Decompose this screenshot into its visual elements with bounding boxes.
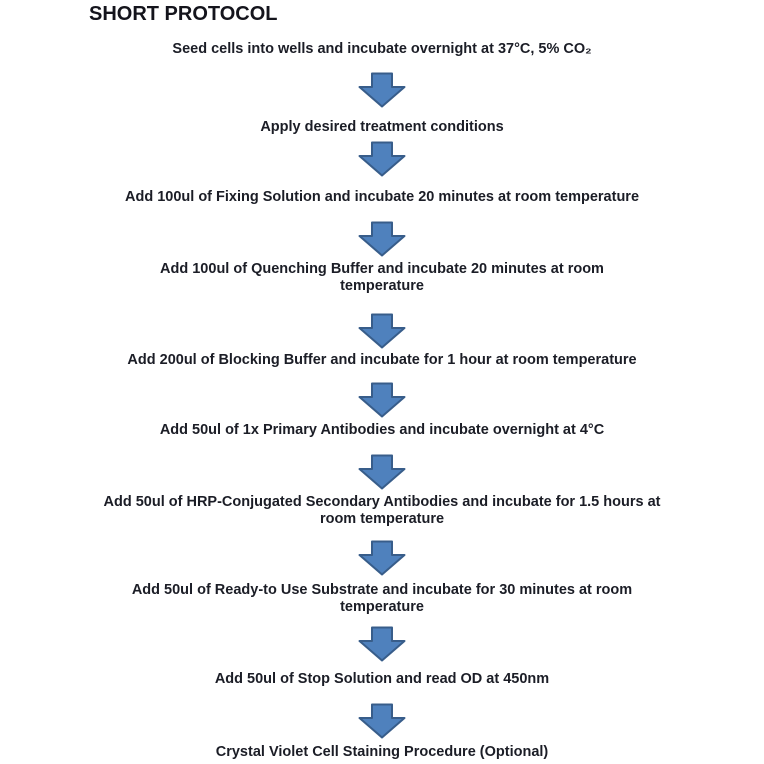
down-arrow-icon: [357, 454, 407, 490]
protocol-step-quenching-buffer: Add 100ul of Quenching Buffer and incubate 20 minutes at room temperature: [160, 261, 604, 294]
down-arrow-icon: [357, 703, 407, 739]
down-arrow-icon: [357, 382, 407, 418]
down-arrow-icon: [357, 626, 407, 662]
protocol-step-crystal-violet: Crystal Violet Cell Staining Procedure (Optional): [215, 744, 549, 760]
protocol-step-secondary-antibodies: Add 50ul of HRP-Conjugated Secondary Antibodies and incubate for 1.5 hours at room temperature: [103, 494, 661, 527]
protocol-step-fixing-solution: Add 100ul of Fixing Solution and incubate 20 minutes at room temperature: [124, 189, 640, 205]
protocol-step-stop-solution: Add 50ul of Stop Solution and read OD at 450nm: [214, 671, 550, 687]
down-arrow-icon: [357, 221, 407, 257]
down-arrow-icon: [357, 141, 407, 177]
protocol-step-seed-cells: Seed cells into wells and incubate overnight at 37°C, 5% CO₂: [172, 41, 592, 57]
protocol-step-blocking-buffer: Add 200ul of Blocking Buffer and incubate for 1 hour at room temperature: [127, 352, 637, 368]
protocol-step-treatment: Apply desired treatment conditions: [260, 119, 504, 135]
down-arrow-icon: [357, 313, 407, 349]
down-arrow-icon: [357, 72, 407, 108]
page-title: SHORT PROTOCOL: [89, 3, 278, 25]
protocol-step-substrate: Add 50ul of Ready-to Use Substrate and incubate for 30 minutes at room temperature: [131, 582, 633, 615]
down-arrow-icon: [357, 540, 407, 576]
protocol-step-primary-antibodies: Add 50ul of 1x Primary Antibodies and incubate overnight at 4°C: [159, 422, 605, 438]
